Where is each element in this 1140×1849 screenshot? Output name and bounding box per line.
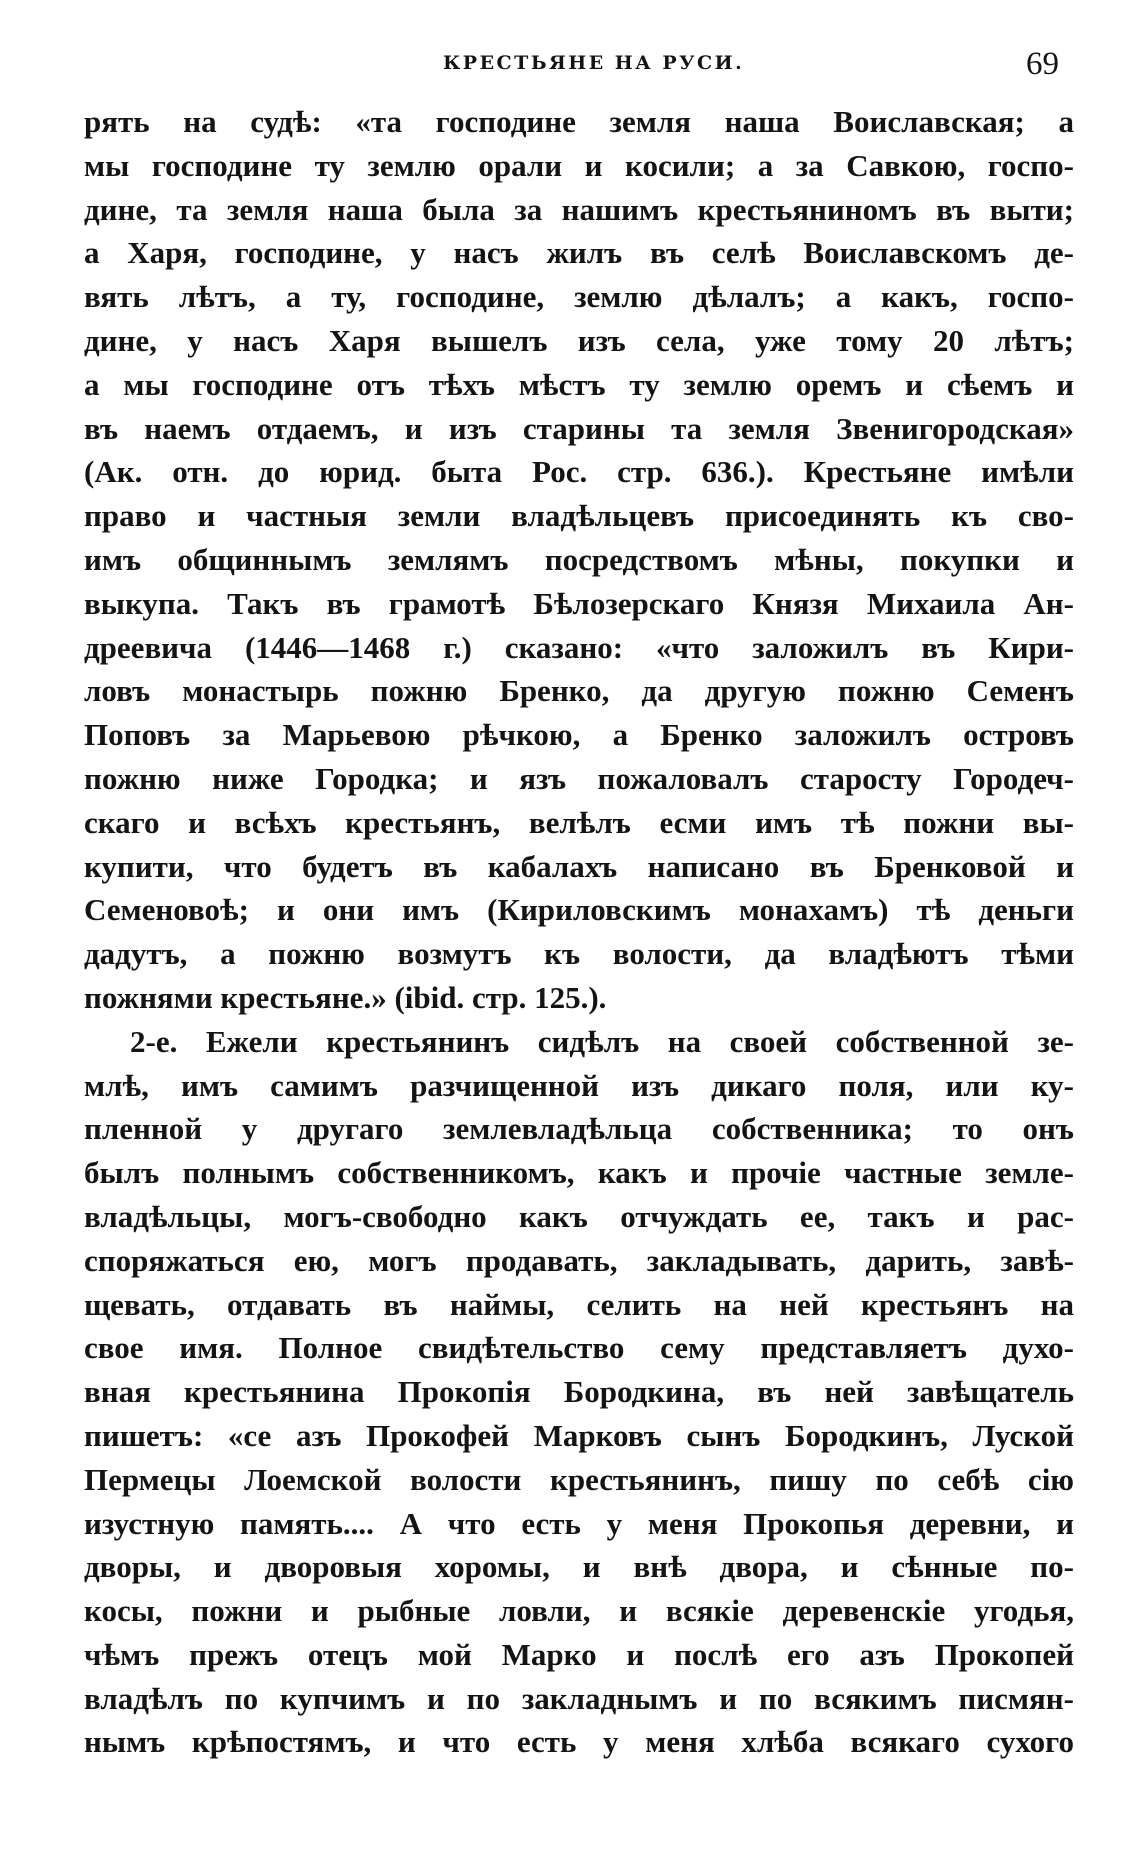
text-line: дине, та земля наша была за нашимъ крестьяниномъ въ выти; (84, 191, 1074, 227)
text-line: владѣлъ по купчимъ и по закладнымъ и по всякимъ писмян- (84, 1680, 1074, 1716)
text-line: пленной у другаго землевладѣльца собственника; то онъ (84, 1111, 1074, 1147)
text-line: изустную память.... А что есть у меня Прокопья деревни, и (84, 1505, 1074, 1541)
text-line: выкупа. Такъ въ грамотѣ Бѣлозерскаго Князя Михаила Ан- (84, 585, 1074, 621)
paragraph-end-line: пожнями крестьяне.» (ibid. стр. 125.). (84, 979, 607, 1015)
text-line: щевать, отдавать въ наймы, селить на ней крестьянъ на (84, 1286, 1074, 1322)
text-line: Пермецы Лоемской волости крестьянинъ, пишу по себѣ сію (84, 1461, 1074, 1497)
text-line: купити, что будетъ въ кабалахъ написано въ Бренковой и (84, 848, 1074, 884)
text-line: былъ полнымъ собственникомъ, какъ и прочіе частные земле- (84, 1155, 1074, 1191)
text-line: вять лѣтъ, а ту, господине, землю дѣлалъ; а какъ, госпо- (84, 279, 1074, 315)
text-line: дине, у насъ Харя вышелъ изъ села, уже тому 20 лѣтъ; (84, 322, 1074, 358)
text-line: (Ак. отн. до юрид. быта Рос. стр. 636.). Крестьяне имѣли (84, 454, 1074, 490)
running-head-title: КРЕСТЬЯНЕ НА РУСИ. (443, 52, 745, 74)
text-line: а мы господине отъ тѣхъ мѣстъ ту землю оремъ и сѣемъ и (84, 366, 1074, 402)
text-line: млѣ, имъ самимъ разчищенной изъ дикаго поля, или ку- (84, 1067, 1074, 1103)
text-line: въ наемъ отдаемъ, и изъ старины та земля Звенигородская» (84, 410, 1074, 446)
running-head (0, 46, 1140, 86)
text-line: ловъ монастырь пожню Бренко, да другую пожню Семенъ (84, 673, 1074, 709)
text-line: рять на судѣ: «та господине земля наша Воиславская; а (84, 104, 1074, 139)
paragraph-start-line: 2-е. Ежели крестьянинъ сидѣлъ на своей собственной зе- (130, 1023, 1074, 1059)
text-line: свое имя. Полное свидѣтельство сему представляетъ духо- (84, 1330, 1074, 1366)
text-line: вная крестьянина Прокопія Бородкина, въ ней завѣщатель (84, 1374, 1074, 1410)
text-line: имъ общиннымъ землямъ посредствомъ мѣны, покупки и (84, 541, 1074, 577)
text-line: споряжаться ею, могъ продавать, закладывать, дарить, завѣ- (84, 1242, 1074, 1278)
text-line: дворы, и дворовыя хоромы, и внѣ двора, и сѣнные по- (84, 1549, 1074, 1585)
text-line: скаго и всѣхъ крестьянъ, велѣлъ есми имъ тѣ пожни вы- (84, 804, 1074, 840)
text-line: право и частныя земли владѣльцевъ присоединять къ сво- (84, 498, 1074, 534)
text-line: а Харя, господине, у насъ жилъ въ селѣ Воиславскомъ де- (84, 235, 1074, 271)
body-text (84, 100, 1074, 1764)
text-line: мы господине ту землю орали и косили; а за Савкою, госпо- (84, 147, 1074, 183)
text-line: Семеновоѣ; и они имъ (Кириловскимъ монахамъ) тѣ деньги (84, 892, 1074, 928)
text-line: пожню ниже Городка; и язъ пожаловалъ старосту Городеч- (84, 760, 1074, 796)
text-line: дреевича (1446—1468 г.) сказано: «что заложилъ въ Кири- (84, 629, 1074, 665)
text-line: дадутъ, а пожню возмутъ къ волости, да владѣютъ тѣми (84, 936, 1074, 972)
text-line: нымъ крѣпостямъ, и что есть у меня хлѣба всякаго сухого (84, 1724, 1074, 1760)
text-line: пишетъ: «се азъ Прокофей Марковъ сынъ Бородкинъ, Луской (84, 1417, 1074, 1453)
text-line: Поповъ за Марьевою рѣчкою, а Бренко заложилъ островъ (84, 717, 1074, 753)
text-line: чѣмъ прежъ отецъ мой Марко и послѣ его азъ Прокопей (84, 1636, 1074, 1672)
page-number: 69 (1026, 46, 1059, 82)
text-line: косы, пожни и рыбные ловли, и всякіе деревенскіе угодья, (84, 1593, 1074, 1629)
text-line: владѣльцы, могъ-свободно какъ отчуждать ее, такъ и рас- (84, 1198, 1074, 1234)
